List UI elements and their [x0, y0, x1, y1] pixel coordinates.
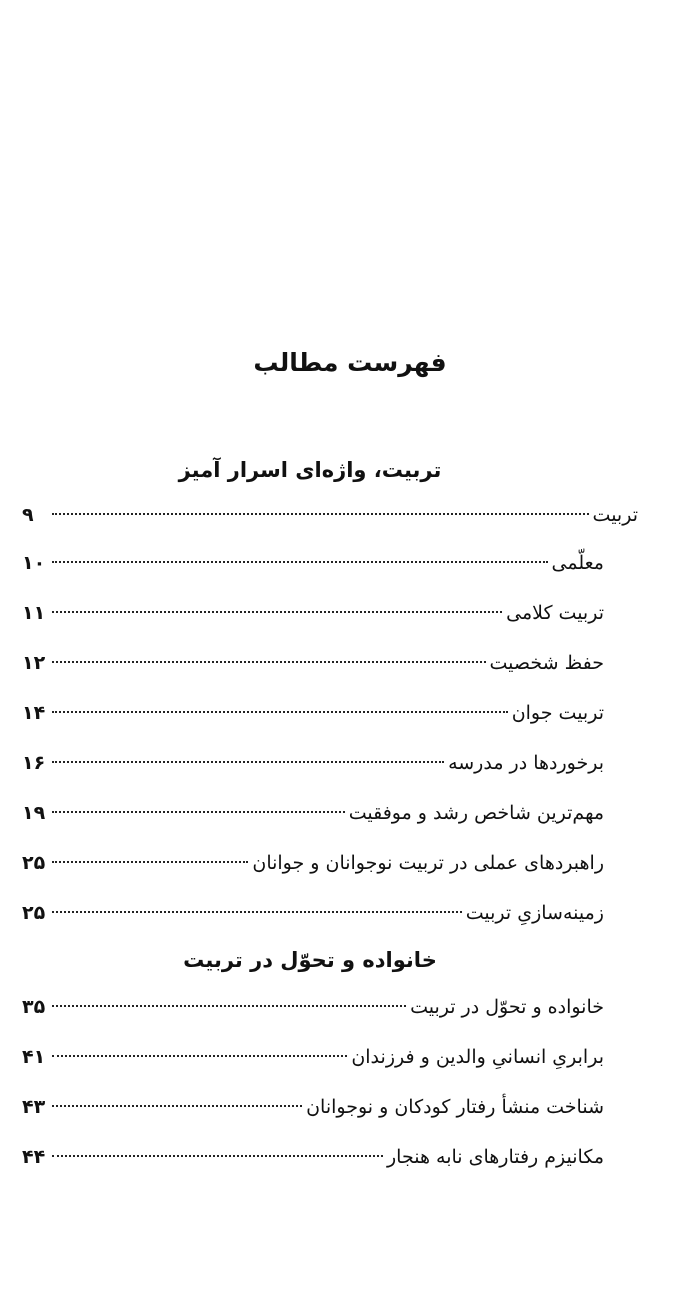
entry-title: مکانیزم رفتارهای نابه هنجار — [386, 1146, 604, 1168]
entry-title: تربیت — [592, 504, 638, 526]
dot-leader — [52, 1054, 347, 1057]
page-number: ۴۳ — [22, 1096, 46, 1118]
dot-leader — [52, 560, 548, 563]
toc-entry[interactable] — [22, 1032, 638, 1082]
dot-leader — [52, 910, 462, 913]
page-number: ۹ — [22, 504, 34, 526]
toc-entry[interactable] — [22, 588, 638, 638]
page-number: ۱۴ — [22, 702, 46, 724]
entry-title: خانواده و تحوّل در تربیت — [410, 996, 604, 1018]
toc-entry[interactable] — [22, 1082, 638, 1132]
section-heading: خانواده و تحوّل در تربیت — [183, 948, 437, 972]
entry-title: تربیت جوان — [511, 702, 604, 724]
toc-entry[interactable] — [22, 492, 638, 538]
dot-leader — [52, 1004, 406, 1007]
page-title: فهرست مطالب — [253, 348, 447, 377]
dot-leader — [52, 1154, 383, 1157]
entry-title: تربیت کلامی — [506, 602, 604, 624]
page-number: ۴۴ — [22, 1146, 46, 1168]
dot-leader — [52, 710, 508, 713]
toc-entry[interactable] — [22, 688, 638, 738]
entry-title: راهبردهای عملی در تربیت نوجوانان و جوانان — [252, 852, 604, 874]
toc-entry[interactable] — [22, 888, 638, 938]
toc-entry[interactable] — [22, 838, 638, 888]
dot-leader — [52, 660, 486, 663]
page-number: ۲۵ — [22, 902, 46, 924]
entry-title: زمینه‌سازیِ تربیت — [465, 902, 604, 924]
page-number: ۳۵ — [22, 996, 46, 1018]
page-number: ۴۱ — [22, 1046, 46, 1068]
dot-leader — [52, 1104, 302, 1107]
toc-entry[interactable] — [22, 982, 638, 1032]
section-heading: تربیت، واژه‌ای اسرار آمیز — [178, 458, 442, 482]
entry-title: مهم‌ترین شاخص رشد و موفقیت — [348, 802, 604, 824]
page-number: ۲۵ — [22, 852, 46, 874]
page-number: ۱۱ — [22, 602, 46, 624]
page-number: ۱۹ — [22, 802, 46, 824]
dot-leader — [52, 860, 248, 863]
page-number: ۱۲ — [22, 652, 46, 674]
page-number: ۱۶ — [22, 752, 46, 774]
page-number: ۱۰ — [22, 552, 46, 574]
toc-entry[interactable] — [22, 638, 638, 688]
toc-entry[interactable] — [22, 788, 638, 838]
entry-title: برابریِ انسانیِ والدین و فرزندان — [351, 1046, 604, 1068]
dot-leader — [52, 760, 444, 763]
entry-title: حفظ شخصیت — [489, 652, 604, 674]
dot-leader — [52, 610, 502, 613]
toc-entry[interactable] — [22, 1132, 638, 1182]
toc-entry[interactable] — [22, 738, 638, 788]
dot-leader — [52, 810, 345, 813]
entry-title: شناخت منشأ رفتار کودکان و نوجوانان — [306, 1096, 604, 1118]
entry-title: برخوردها در مدرسه — [448, 752, 604, 774]
dot-leader — [52, 512, 589, 515]
table-of-contents — [22, 448, 638, 1182]
entry-title: معلّمی — [551, 552, 604, 574]
toc-entry[interactable] — [22, 538, 638, 588]
